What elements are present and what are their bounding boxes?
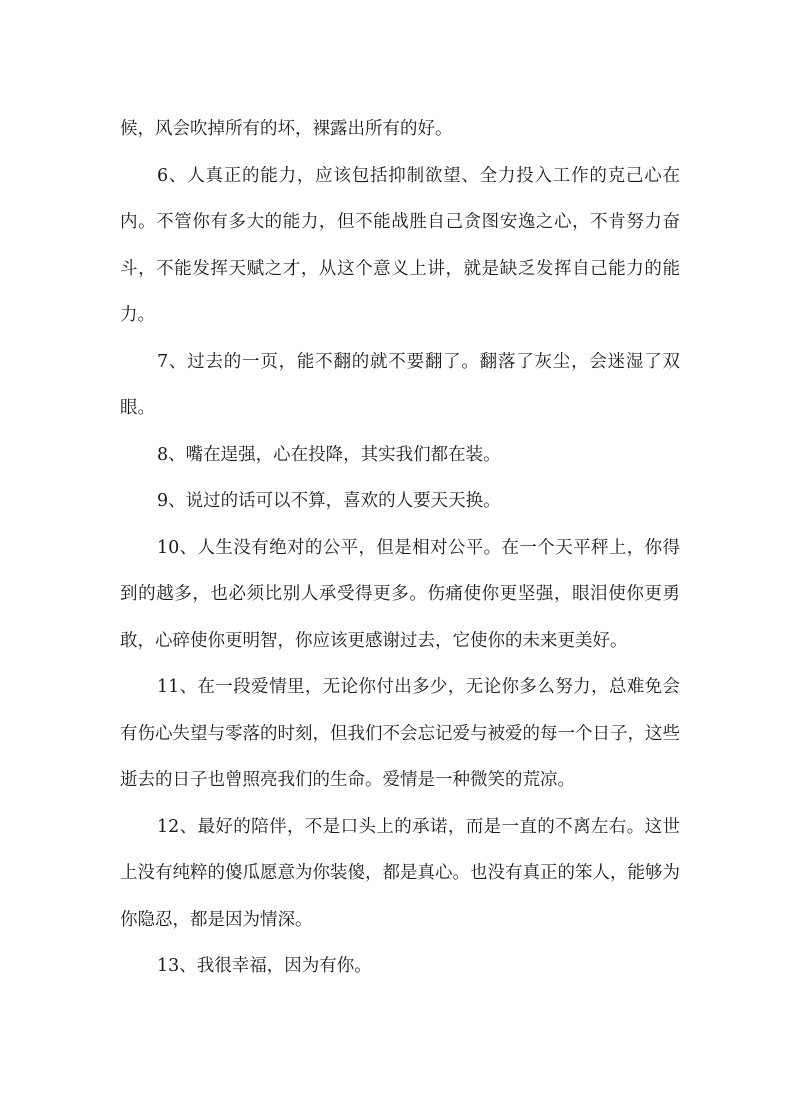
paragraph-item-8: 8、嘴在逞强，心在投降，其实我们都在装。 bbox=[157, 444, 501, 465]
paragraph-item-10: 10、人生没有绝对的公平，但是相对公平。在一个天平秤上，你得到的越多，也必须比别人承受得更多。伤痛使你更坚强，眼泪使你更勇敢，心碎使你更明智，你应该更感谢过去，它使你的未来更美好。 bbox=[120, 537, 680, 651]
paragraph-item-13: 13、我很幸福，因为有你。 bbox=[157, 956, 372, 976]
paragraph-item-6: 6、人真正的能力，应该包括抑制欲望、全力投入工作的克己心在内。不管你有多大的能力，但不能战胜自己贪图安逸之心，不肯努力奋斗，不能发挥天赋之才，从这个意义上讲，就是缺乏发挥自己能力的能力。 bbox=[120, 165, 680, 325]
paragraph-item-9: 9、说过的话可以不算，喜欢的人要天天换。 bbox=[157, 491, 501, 511]
paragraph-continuation: 候，风会吹掉所有的坏，裸露出所有的好。 bbox=[120, 119, 453, 139]
paragraph-item-12: 12、最好的陪伴，不是口头上的承诺，而是一直的不离左右。这世上没有纯粹的傻瓜愿意为你装傻，都是真心。也没有真正的笨人，能够为你隐忍，都是因为情深。 bbox=[120, 816, 680, 930]
document-body bbox=[120, 106, 680, 990]
paragraph-item-7: 7、过去的一页，能不翻的就不要翻了。翻落了灰尘，会迷湿了双眼。 bbox=[120, 351, 680, 418]
paragraph-item-11: 11、在一段爱情里，无论你付出多少，无论你多么努力，总难免会有伤心失望与零落的时刻，但我们不会忘记爱与被爱的每一个日子，这些逝去的日子也曾照亮我们的生命。爱情是一种微笑的荒凉。 bbox=[120, 677, 680, 790]
